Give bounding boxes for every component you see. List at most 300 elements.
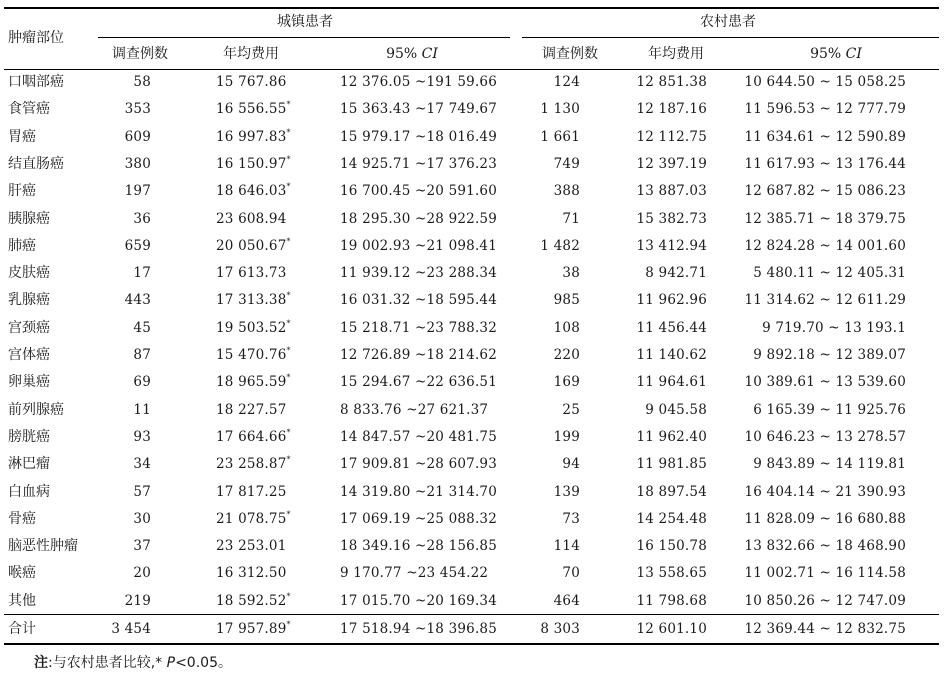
- cell-rural-cost-value: 13 558.65: [636, 565, 707, 582]
- cell-urban-cost: [216, 347, 291, 363]
- cell-rural-cost-value: 8 942.71: [645, 265, 707, 282]
- cell-urban-cases-value: 17: [133, 265, 151, 282]
- cell-site-value: 合计: [8, 621, 36, 637]
- cell-rural-cost: [636, 292, 707, 308]
- cell-rural-cases-value: 38: [562, 265, 580, 282]
- cell-site-value: 胰腺癌: [8, 210, 50, 227]
- cell-urban-cost: [216, 593, 291, 609]
- cell-rural-cases-value: 71: [562, 210, 580, 227]
- cell-urban-cost: [216, 538, 287, 554]
- total-rule: [4, 614, 939, 615]
- cell-rural-cases-value: 220: [553, 347, 580, 363]
- cell-rural-cases: [562, 565, 580, 581]
- cell-site-value: 肝癌: [8, 183, 36, 200]
- cell-urban-cost-value: 21 078.75: [216, 510, 287, 527]
- cell-site: [8, 374, 50, 390]
- cell-urban-cases: [125, 593, 151, 609]
- ci-prefix: 95%: [386, 46, 418, 62]
- cell-urban-ci: [340, 484, 497, 500]
- cell-urban-ci-value: 16 031.32 ~18 595.44: [340, 292, 498, 309]
- cell-rural-cases-value: 1 482: [540, 237, 580, 254]
- cell-rural-cost: [636, 565, 707, 581]
- cell-rural-cost-value: 12 851.38: [636, 74, 707, 90]
- cell-rural-cases: [554, 484, 580, 500]
- cell-site-value: 胃癌: [8, 128, 36, 145]
- cell-rural-ci: [744, 429, 906, 445]
- cell-rural-cost: [645, 265, 707, 281]
- significance-mark: *: [286, 509, 291, 519]
- header-rural-cost: 年均费用: [648, 46, 704, 62]
- cell-rural-cases: [540, 621, 580, 637]
- bottom-rule: [4, 643, 939, 645]
- cell-urban-cases: [133, 429, 151, 445]
- cell-rural-cases-value: 749: [553, 155, 580, 172]
- cell-urban-cases: [133, 456, 151, 472]
- cell-urban-cost-value: 18 227.57: [216, 401, 287, 418]
- cell-rural-ci-value: 12 385.71 ~ 18 379.75: [744, 210, 906, 227]
- note-mark: *: [155, 655, 163, 671]
- cell-rural-cost-value: 12 601.10: [636, 621, 707, 637]
- cell-urban-ci: [340, 292, 497, 308]
- cell-rural-cases-value: 464: [553, 592, 580, 609]
- cell-rural-ci: [744, 238, 906, 254]
- cell-urban-cost-value: 16 997.83: [216, 128, 287, 145]
- cell-urban-cases-value: 45: [133, 319, 151, 336]
- cell-urban-cost-value: 15 470.76: [216, 347, 287, 363]
- cell-rural-ci: [753, 456, 906, 472]
- cell-rural-cost: [636, 484, 707, 500]
- cell-urban-ci-value: 18 349.16 ~28 156.85: [340, 538, 498, 555]
- cell-urban-ci-value: 14 319.80 ~21 314.70: [340, 483, 498, 500]
- cell-site: [8, 621, 36, 637]
- cell-rural-cost: [636, 347, 707, 363]
- cell-urban-cost: [216, 183, 291, 199]
- significance-mark: *: [286, 127, 291, 137]
- cell-rural-cases: [540, 238, 580, 254]
- cell-site: [8, 429, 50, 445]
- cell-urban-cases-value: 609: [124, 128, 151, 145]
- cell-rural-ci: [744, 593, 906, 609]
- header-rural-group: 农村患者: [700, 14, 756, 30]
- cell-urban-cases-value: 20: [133, 565, 151, 582]
- cell-rural-cases: [554, 320, 580, 336]
- cell-urban-ci-value: 15 979.17 ~18 016.49: [340, 128, 498, 145]
- cell-rural-cases-value: 139: [553, 483, 580, 500]
- cell-urban-ci-value: 12 726.89 ~18 214.62: [340, 347, 498, 363]
- cell-rural-ci: [744, 183, 906, 199]
- cell-urban-cost: [216, 456, 291, 472]
- cell-urban-ci-value: 15 294.67 ~22 636.51: [340, 374, 498, 391]
- header-urban-cases: 调查例数: [112, 46, 168, 62]
- cell-rural-cases-value: 108: [553, 319, 580, 336]
- cell-urban-ci: [340, 129, 497, 145]
- cell-rural-cases: [554, 74, 580, 90]
- cell-urban-ci-value: 9 170.77 ~23 454.22: [340, 565, 489, 582]
- cell-urban-ci-value: 14 847.57 ~20 481.75: [340, 428, 498, 445]
- cell-site-value: 前列腺癌: [8, 401, 64, 418]
- cell-rural-cost: [636, 593, 707, 609]
- cell-rural-cost: [636, 101, 707, 117]
- cell-urban-cases: [133, 320, 151, 336]
- cell-urban-cases-value: 353: [124, 101, 151, 118]
- cell-urban-cases-value: 30: [133, 510, 151, 527]
- cell-rural-cost: [645, 402, 707, 418]
- cell-urban-ci: [340, 621, 497, 637]
- cell-rural-cases: [540, 101, 580, 117]
- cell-rural-ci-value: 11 617.93 ~ 13 176.44: [744, 155, 906, 172]
- cell-site: [8, 292, 50, 308]
- significance-mark: *: [286, 427, 291, 437]
- top-rule: [4, 7, 939, 9]
- cell-site-value: 白血病: [8, 483, 50, 500]
- cell-rural-ci-value: 12 824.28 ~ 14 001.60: [744, 237, 906, 254]
- cell-urban-cases: [133, 211, 151, 227]
- cell-urban-cost-value: 15 767.86: [216, 74, 287, 90]
- cell-rural-cases: [554, 183, 580, 199]
- cell-rural-ci-value: 10 646.23 ~ 13 278.57: [744, 428, 906, 445]
- cell-urban-ci-value: 19 002.93 ~21 098.41: [340, 237, 498, 254]
- cell-urban-ci: [340, 265, 497, 281]
- note-p: P: [166, 655, 176, 671]
- cell-urban-ci-value: 17 909.81 ~28 607.93: [340, 456, 498, 473]
- cell-rural-cost-value: 14 254.48: [636, 510, 707, 527]
- cell-urban-cost-value: 18 965.59: [216, 374, 287, 391]
- cell-urban-cases-value: 659: [124, 237, 151, 254]
- cell-rural-cases-value: 114: [553, 538, 580, 555]
- cell-rural-cases: [554, 538, 580, 554]
- cell-rural-ci-value: 10 644.50 ~ 15 058.25: [744, 74, 906, 90]
- cell-urban-cases: [125, 238, 151, 254]
- note-text: :与农村患者比较,: [48, 655, 156, 671]
- cell-urban-cases-value: 69: [133, 374, 151, 391]
- cell-rural-cost-value: 16 150.78: [636, 538, 707, 555]
- cell-rural-ci-value: 11 002.71 ~ 16 114.58: [744, 565, 906, 582]
- cell-site: [8, 238, 36, 254]
- cell-rural-cases: [554, 292, 580, 308]
- cell-urban-cost: [216, 484, 287, 500]
- cell-urban-cases: [133, 374, 151, 390]
- cell-rural-cost-value: 11 981.85: [636, 456, 707, 473]
- significance-mark: *: [286, 620, 291, 629]
- cell-rural-cost-value: 18 897.54: [636, 483, 707, 500]
- cell-urban-ci-value: 17 015.70 ~20 169.34: [340, 592, 498, 609]
- cell-urban-cases: [133, 265, 151, 281]
- cell-rural-cases-value: 1 661: [540, 128, 580, 145]
- cell-rural-cost-value: 13 412.94: [636, 237, 707, 254]
- cell-rural-ci: [744, 511, 906, 527]
- cell-urban-cases-value: 219: [124, 592, 151, 609]
- cell-rural-ci: [744, 292, 906, 308]
- cell-urban-cost-value: 18 592.52: [216, 592, 287, 609]
- cell-site-value: 宫体癌: [8, 347, 50, 363]
- cell-urban-ci: [340, 565, 488, 581]
- cell-urban-ci: [340, 183, 497, 199]
- cell-rural-cost-value: 13 887.03: [636, 183, 707, 200]
- cell-urban-ci-value: 15 363.43 ~17 749.67: [340, 101, 498, 118]
- cell-site: [8, 484, 50, 500]
- cell-urban-cost: [216, 238, 291, 254]
- cell-urban-cases: [125, 183, 151, 199]
- cell-urban-cases: [133, 484, 151, 500]
- cell-urban-ci: [340, 156, 497, 172]
- cell-urban-ci-value: 17 069.19 ~25 088.32: [340, 510, 498, 527]
- cell-rural-cases-value: 124: [553, 74, 580, 90]
- cell-site: [8, 183, 36, 199]
- cell-urban-cost-value: 17 957.89: [216, 621, 287, 637]
- cell-rural-cost: [636, 456, 707, 472]
- cell-urban-cost-value: 17 664.66: [216, 428, 287, 445]
- cell-rural-cases-value: 169: [553, 374, 580, 391]
- cell-urban-cost: [216, 374, 291, 390]
- cell-rural-ci-value: 11 828.09 ~ 16 680.88: [744, 510, 906, 527]
- cell-urban-cases: [133, 347, 151, 363]
- note-label: 注: [34, 655, 48, 671]
- cell-urban-cases: [111, 621, 151, 637]
- cell-urban-cases-value: 58: [133, 74, 151, 90]
- cell-urban-cost-value: 16 312.50: [216, 565, 287, 582]
- cell-site: [8, 265, 50, 281]
- cell-urban-cases-value: 57: [133, 483, 151, 500]
- cell-rural-cases: [554, 156, 580, 172]
- cell-urban-ci-value: 18 295.30 ~28 922.59: [340, 210, 498, 227]
- cell-urban-ci: [340, 320, 497, 336]
- cell-site-value: 食管癌: [8, 101, 50, 118]
- cell-rural-ci: [744, 538, 906, 554]
- header-rural-cases: 调查例数: [542, 46, 598, 62]
- header-rural-ci: [810, 46, 862, 62]
- header-bottom-rule: [4, 69, 939, 70]
- cell-rural-ci-value: 12 687.82 ~ 15 086.23: [744, 183, 906, 200]
- cell-rural-ci: [753, 265, 906, 281]
- cell-urban-cost-value: 20 050.67: [216, 237, 287, 254]
- header-tumor-site: 肿瘤部位: [8, 30, 64, 46]
- cell-rural-cases: [562, 265, 580, 281]
- cell-urban-cost-value: 23 608.94: [216, 210, 287, 227]
- table-note: [34, 655, 232, 671]
- significance-mark: *: [286, 455, 291, 465]
- ci-suffix: CI: [421, 46, 438, 62]
- cell-urban-ci: [340, 238, 497, 254]
- cell-rural-cost-value: 9 045.58: [645, 401, 707, 418]
- cell-site-value: 皮肤癌: [8, 265, 50, 282]
- cell-urban-ci: [340, 101, 497, 117]
- cell-rural-cost: [636, 238, 707, 254]
- cell-urban-ci: [340, 511, 497, 527]
- cell-rural-cases: [562, 402, 580, 418]
- note-cond: <0.05。: [175, 655, 232, 671]
- cell-rural-cost-value: 11 798.68: [636, 592, 707, 609]
- significance-mark: *: [286, 236, 291, 246]
- cell-rural-ci-value: 6 165.39 ~ 11 925.76: [753, 401, 906, 418]
- cell-urban-cases-value: 443: [124, 292, 151, 309]
- ci-suffix: CI: [845, 46, 862, 62]
- cell-site-value: 骨癌: [8, 510, 36, 527]
- cell-rural-ci-value: 13 832.66 ~ 18 468.90: [744, 538, 906, 555]
- cell-urban-cost: [216, 565, 287, 581]
- significance-mark: *: [286, 591, 291, 601]
- cell-rural-cases: [562, 456, 580, 472]
- cell-urban-ci-value: 15 218.71 ~23 788.32: [340, 319, 498, 336]
- cell-rural-ci-value: 5 480.11 ~ 12 405.31: [753, 265, 906, 282]
- cell-urban-cases-value: 93: [133, 428, 151, 445]
- cell-rural-ci-value: 10 850.26 ~ 12 747.09: [744, 592, 906, 609]
- cell-rural-cost-value: 11 962.40: [636, 428, 707, 445]
- cell-rural-ci: [753, 347, 906, 363]
- cell-urban-ci: [340, 402, 488, 418]
- cell-rural-cost: [636, 129, 707, 145]
- cell-urban-ci-value: 17 518.94 ~18 396.85: [340, 621, 498, 637]
- cell-rural-ci: [744, 101, 906, 117]
- cell-rural-cost-value: 12 397.19: [636, 155, 707, 172]
- ci-prefix: 95%: [810, 46, 842, 62]
- cell-rural-cases: [554, 593, 580, 609]
- significance-mark: *: [286, 154, 291, 164]
- cell-rural-cases-value: 70: [562, 565, 580, 582]
- cell-site-value: 喉癌: [8, 565, 36, 582]
- cell-rural-cost: [636, 320, 707, 336]
- cell-site: [8, 347, 50, 363]
- cell-rural-cases: [554, 429, 580, 445]
- cell-rural-cases: [554, 374, 580, 390]
- cell-urban-cases-value: 34: [133, 456, 151, 473]
- cell-rural-ci: [744, 74, 906, 90]
- cell-rural-cost-value: 15 382.73: [636, 210, 707, 227]
- cell-rural-cost: [636, 183, 707, 199]
- cell-rural-cases-value: 73: [562, 510, 580, 527]
- cell-site-value: 淋巴瘤: [8, 456, 50, 473]
- cell-urban-cases: [125, 292, 151, 308]
- cell-rural-ci: [744, 374, 906, 390]
- cell-rural-cost-value: 11 964.61: [636, 374, 707, 391]
- cell-rural-cases-value: 388: [553, 183, 580, 200]
- cell-rural-cost: [636, 538, 707, 554]
- cell-urban-ci: [340, 429, 497, 445]
- cell-site-value: 脑恶性肿瘤: [8, 538, 78, 555]
- cell-urban-ci: [340, 211, 497, 227]
- cell-site: [8, 129, 36, 145]
- cell-site: [8, 565, 36, 581]
- cell-rural-ci: [744, 565, 906, 581]
- cell-rural-ci: [744, 129, 906, 145]
- cell-urban-ci-value: 12 376.05 ~191 59.66: [340, 74, 498, 90]
- cell-rural-cost: [636, 429, 707, 445]
- cell-urban-cost: [216, 429, 291, 445]
- cell-urban-cases: [133, 538, 151, 554]
- cell-rural-ci-value: 12 369.44 ~ 12 832.75: [744, 621, 906, 637]
- cell-urban-cost-value: 16 150.97: [216, 155, 287, 172]
- cell-urban-ci-value: 8 833.76 ~27 621.37: [340, 401, 489, 418]
- significance-mark: *: [286, 318, 291, 328]
- cell-rural-cases-value: 25: [562, 401, 580, 418]
- cell-site-value: 乳腺癌: [8, 292, 50, 309]
- cell-rural-ci: [744, 484, 906, 500]
- cell-site: [8, 74, 64, 90]
- cell-rural-cases-value: 199: [553, 428, 580, 445]
- cell-urban-cost-value: 17 613.73: [216, 265, 287, 282]
- cell-rural-cases-value: 1 130: [540, 101, 580, 118]
- cell-rural-cost-value: 12 187.16: [636, 101, 707, 118]
- cell-rural-cost-value: 12 112.75: [636, 128, 707, 145]
- cell-rural-cases-value: 985: [553, 292, 580, 309]
- cell-site: [8, 320, 50, 336]
- cell-urban-ci-value: 11 939.12 ~23 288.34: [340, 265, 498, 282]
- urban-group-rule: [98, 37, 510, 38]
- cell-rural-cost-value: 11 456.44: [636, 319, 707, 336]
- cell-rural-ci-value: 16 404.14 ~ 21 390.93: [744, 483, 906, 500]
- header-urban-cost: 年均费用: [223, 46, 279, 62]
- cell-rural-cost: [636, 211, 707, 227]
- cell-rural-cost: [636, 374, 707, 390]
- cell-rural-ci: [744, 156, 906, 172]
- cell-urban-ci: [340, 74, 497, 90]
- cell-urban-cases-value: 3 454: [111, 621, 151, 637]
- cell-urban-cost-value: 23 253.01: [216, 538, 287, 555]
- header-urban-ci: [386, 46, 438, 62]
- cell-urban-cases: [133, 511, 151, 527]
- cell-rural-ci-value: 11 596.53 ~ 12 777.79: [744, 101, 906, 118]
- cell-site: [8, 538, 78, 554]
- cell-rural-ci: [753, 402, 906, 418]
- significance-mark: *: [286, 346, 291, 355]
- cell-urban-cases: [133, 565, 151, 581]
- cell-urban-cost: [216, 511, 291, 527]
- cell-urban-ci: [340, 347, 497, 363]
- significance-mark: *: [286, 100, 291, 110]
- header-urban-group: 城镇患者: [277, 14, 333, 30]
- cell-rural-cost: [636, 511, 707, 527]
- cell-urban-cases-value: 87: [133, 347, 151, 363]
- cell-rural-cases-value: 94: [562, 456, 580, 473]
- cell-site-value: 其他: [8, 592, 36, 609]
- cell-rural-cases-value: 8 303: [540, 621, 580, 637]
- cell-urban-cost: [216, 402, 287, 418]
- cell-urban-ci: [340, 374, 497, 390]
- cell-site-value: 口咽部癌: [8, 74, 64, 90]
- cell-site-value: 膀胱癌: [8, 428, 50, 445]
- significance-mark: *: [286, 373, 291, 383]
- cell-urban-cost: [216, 156, 291, 172]
- cell-rural-ci: [762, 320, 906, 336]
- cell-urban-ci-value: 14 925.71 ~17 376.23: [340, 155, 498, 172]
- cell-rural-cases: [554, 347, 580, 363]
- cell-site-value: 结直肠癌: [8, 155, 64, 172]
- cell-urban-cost-value: 16 556.55: [216, 101, 287, 118]
- cell-rural-ci-value: 11 634.61 ~ 12 590.89: [744, 128, 906, 145]
- cell-urban-cost-value: 23 258.87: [216, 456, 287, 473]
- cell-site: [8, 511, 36, 527]
- cell-urban-cases-value: 197: [124, 183, 151, 200]
- cell-rural-ci-value: 9 892.18 ~ 12 389.07: [753, 347, 906, 363]
- cell-urban-cost: [216, 74, 287, 90]
- cell-rural-cases: [562, 211, 580, 227]
- cell-rural-cost: [636, 74, 707, 90]
- cell-rural-ci: [744, 211, 906, 227]
- cell-site-value: 肺癌: [8, 237, 36, 254]
- cell-urban-cost: [216, 211, 287, 227]
- cell-urban-cost-value: 18 646.03: [216, 183, 287, 200]
- cell-rural-cost-value: 11 140.62: [636, 347, 707, 363]
- cell-urban-cases: [133, 74, 151, 90]
- significance-mark: *: [286, 182, 291, 192]
- cell-site: [8, 101, 50, 117]
- cell-rural-cost: [636, 621, 707, 637]
- cell-site: [8, 156, 64, 172]
- cell-rural-ci-value: 9 719.70 ~ 13 193.1: [762, 319, 906, 336]
- cell-urban-cost-value: 17 817.25: [216, 483, 287, 500]
- cell-urban-cost: [216, 265, 287, 281]
- significance-mark: *: [286, 291, 291, 301]
- cell-site: [8, 402, 64, 418]
